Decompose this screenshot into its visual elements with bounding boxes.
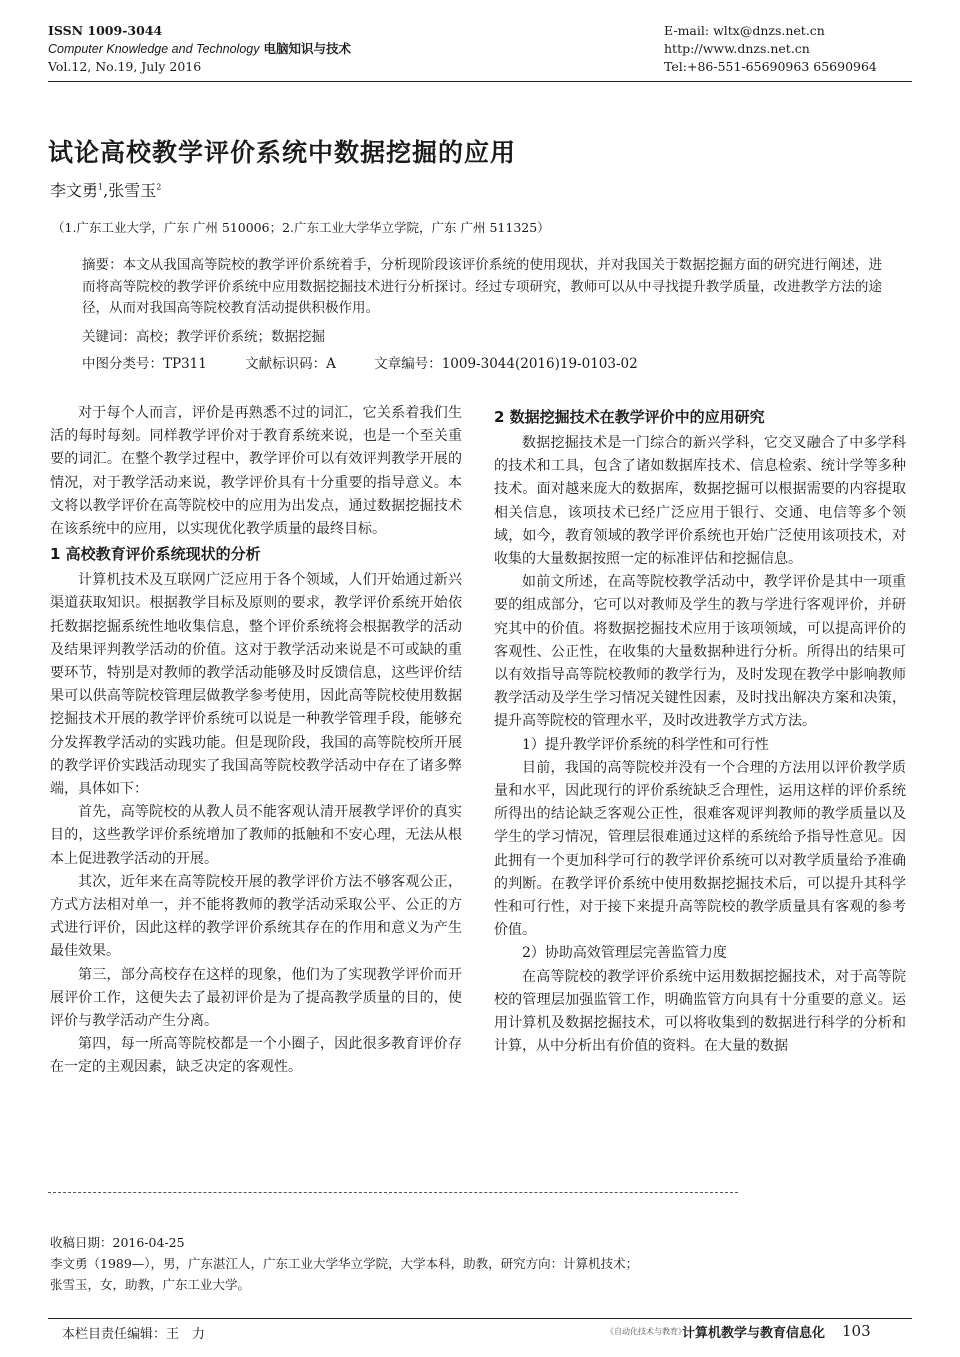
contact-email: E-mail: wltx@dnzs.net.cn [664, 23, 825, 38]
article-title: 试论高校教学评价系统中数据挖掘的应用 [48, 138, 517, 167]
author-name: 李文勇 [50, 181, 99, 200]
author-bio: 李文勇（1989—），男，广东湛江人，广东工业大学华立学院，大学本科，助教，研究方向：计算机技术； [50, 1256, 639, 1271]
subsection-heading: 2）协助高效管理层完善监管力度 [522, 945, 727, 962]
paragraph: 在高等院校的教学评价系统中运用数据挖掘技术，对于高等院校的管理层加强监管工作，明确监管方向具有十分重要的意义。运用计算机及数据挖掘技术，可以将收集到的数据进行科学的分析和计算，从中分析出有价值的资料。在大量的数据 [494, 968, 906, 1055]
section-heading: 2 数据挖掘技术在教学评价中的应用研究 [494, 408, 765, 426]
author-separator: , [103, 181, 109, 200]
paragraph: 第三，部分高校存在这样的现象，他们为了实现教学评价而开展评价工作，这便失去了最初评价是为了提高教学质量的目的，使评价与教学活动产生分离。 [50, 966, 462, 1030]
subsection-heading: 1）提升教学评价系统的科学性和可行性 [522, 736, 769, 753]
author-bio: 张雪玉，女，助教，广东工业大学。 [50, 1277, 251, 1292]
journal-name-line [48, 40, 351, 58]
column-editor: 本栏目责任编辑：王 力 [62, 1327, 206, 1342]
journal-name-en: Computer Knowledge and Technology [48, 42, 260, 56]
footer-journal-small: 《自动化技术与教育》 [606, 1327, 686, 1336]
author-affil-mark: 2 [156, 182, 162, 192]
volume-info: Vol.12, No.19, July 2016 [48, 59, 202, 74]
issn: ISSN 1009-3044 [48, 23, 163, 38]
page-number: 103 [842, 1322, 871, 1340]
paragraph: 目前，我国的高等院校并没有一个合理的方法用以评价教学质量和水平，因此现行的评价系统缺乏合理性，运用这样的评价系统所得出的结论缺乏客观公正性，很难客观评判教师的教学质量以及学生的学习情况，管理层很难通过这样的系统给予指导性意见。因此拥有一个更加科学可行的教学评价系统可以对教学质量给予准确的判断。在教学评价系统中使用数据挖掘技术后，可以提升其科学性和可行性，对于接下来提升高等院校的教学质量具有客观的参考价值。 [494, 759, 906, 939]
paragraph: 对于每个人而言，评价是再熟悉不过的词汇，它关系着我们生活的每时每刻。同样教学评价对于教育系统来说，也是一个至关重要的词汇。在整个教学过程中，教学评价可以有效评判教学开展的情况，对于教学活动来说，教学评价具有十分重要的指导意义。本文将以教学评价在高等院校中的应用为出发点，通过数据挖掘技术在该系统中的应用，以实现优化教学质量的最终目标。 [50, 405, 462, 538]
author-affil-mark: 1 [98, 182, 104, 192]
footer-journal-name: 计算机教学与教育信息化 [682, 1326, 826, 1341]
paragraph: 第四，每一所高等院校都是一个小圈子，因此很多教育评价存在一定的主观因素，缺乏决定的客观性。 [50, 1036, 462, 1076]
body-column-right [494, 404, 906, 1058]
author-line [50, 178, 161, 201]
affiliations: （1.广东工业大学，广东 广州 510006；2.广东工业大学华立学院，广东 广州 511325） [52, 220, 550, 235]
keywords: 关键词：高校；教学评价系统；数据挖掘 [82, 329, 325, 345]
paragraph: 计算机技术及互联网广泛应用于各个领域，人们开始通过新兴渠道获取知识。根据教学目标及原则的要求，教学评价系统开始依托数据挖掘系统性地收集信息，整个评价系统将会根据教学的活动及结果评判教学活动的价值。这对于教学活动来说是不可或缺的重要环节，特别是对教师的教学活动能够及时反馈信息，这些评价结果可以供高等院校管理层做教学参考使用，因此高等院校使用数据挖掘技术开展的教学评价系统可以说是一种教学管理手段，能够充分发挥教学活动的实践功能。但是现阶段，我国的高等院校所开展的教学评价实践活动现实了我国高等院校教学活动中存在了诸多弊端，具体如下： [50, 572, 462, 798]
paragraph: 其次，近年来在高等院校开展的教学评价方法不够客观公正，方式方法相对单一，并不能将教师的教学活动采取公平、公正的方式进行评价，因此这样的教学评价系统其存在的作用和意义为产生最佳效果。 [50, 873, 462, 960]
body-column-left [50, 402, 462, 1080]
section-heading: 1 高校教育评价系统现状的分析 [50, 545, 261, 564]
footnote [50, 1232, 638, 1295]
website-url: http://www.dnzs.net.cn [664, 41, 810, 56]
paragraph: 数据挖掘技术是一门综合的新兴学科，它交叉融合了中多学科的技术和工具，包含了诸如数据库技术、信息检索、统计学等多种技术。面对越来庞大的数据库，数据挖掘可以根据需要的内容提取相关信息，该项技术已经广泛应用于银行、交通、电信等多个领域，如今，教育领域的教学评价系统也开始广泛使用该项技术，对收集的大量数据按照一定的标准评估和挖掘信息。 [494, 435, 906, 568]
footer-rule [48, 1318, 912, 1319]
paragraph: 首先，高等院校的从教人员不能客观认清开展教学评价的真实目的，这些教学评价系统增加了教师的抵触和不安心理，无法从根本上促进教学活动的开展。 [50, 804, 462, 867]
journal-name-cn: 电脑知识与技术 [263, 41, 351, 56]
footnote-divider [48, 1192, 738, 1193]
author-name: 张雪玉 [108, 181, 157, 200]
clc-number: 中图分类号：TP311 [82, 356, 207, 372]
contact-tel: Tel:+86-551-65690963 65690964 [664, 59, 877, 74]
paragraph: 如前文所述，在高等院校教学活动中，教学评价是其中一项重要的组成部分，它可以对教师及学生的教与学进行客观评价，并研究其中的价值。将数据挖掘技术应用于该项领域，可以提高评价的客观性、公正性，在收集的大量数据种进行分析。所得出的结果可以有效指导高等院校教师的教学行为，及时发现在教学中影响教师教学活动及学生学习情况关键性因素，及时找出解决方案和决策，提升高等院校的管理水平，及时改进教学方式方法。 [494, 574, 906, 730]
journal-header-left [48, 22, 351, 76]
header-rule [48, 81, 912, 82]
classification-line [82, 352, 672, 372]
document-code: 文献标识码：A [245, 356, 336, 372]
abstract: 摘要：本文从我国高等院校的教学评价系统着手，分析现阶段该评价系统的使用现状，并对我国关于数据挖掘方面的研究进行阐述，进而将高等院校的教学评价系统中应用数据挖掘技术进行分析探讨。经过专项研究，教师可以从中寻找提升教学质量，改进教学方法的途径，从而对我国高等院校教育活动提供积极作用。 [82, 257, 882, 316]
journal-header-right [664, 22, 877, 76]
received-date: 收稿日期：2016-04-25 [50, 1235, 185, 1250]
article-number: 文章编号：1009-3044(2016)19-0103-02 [374, 356, 638, 372]
